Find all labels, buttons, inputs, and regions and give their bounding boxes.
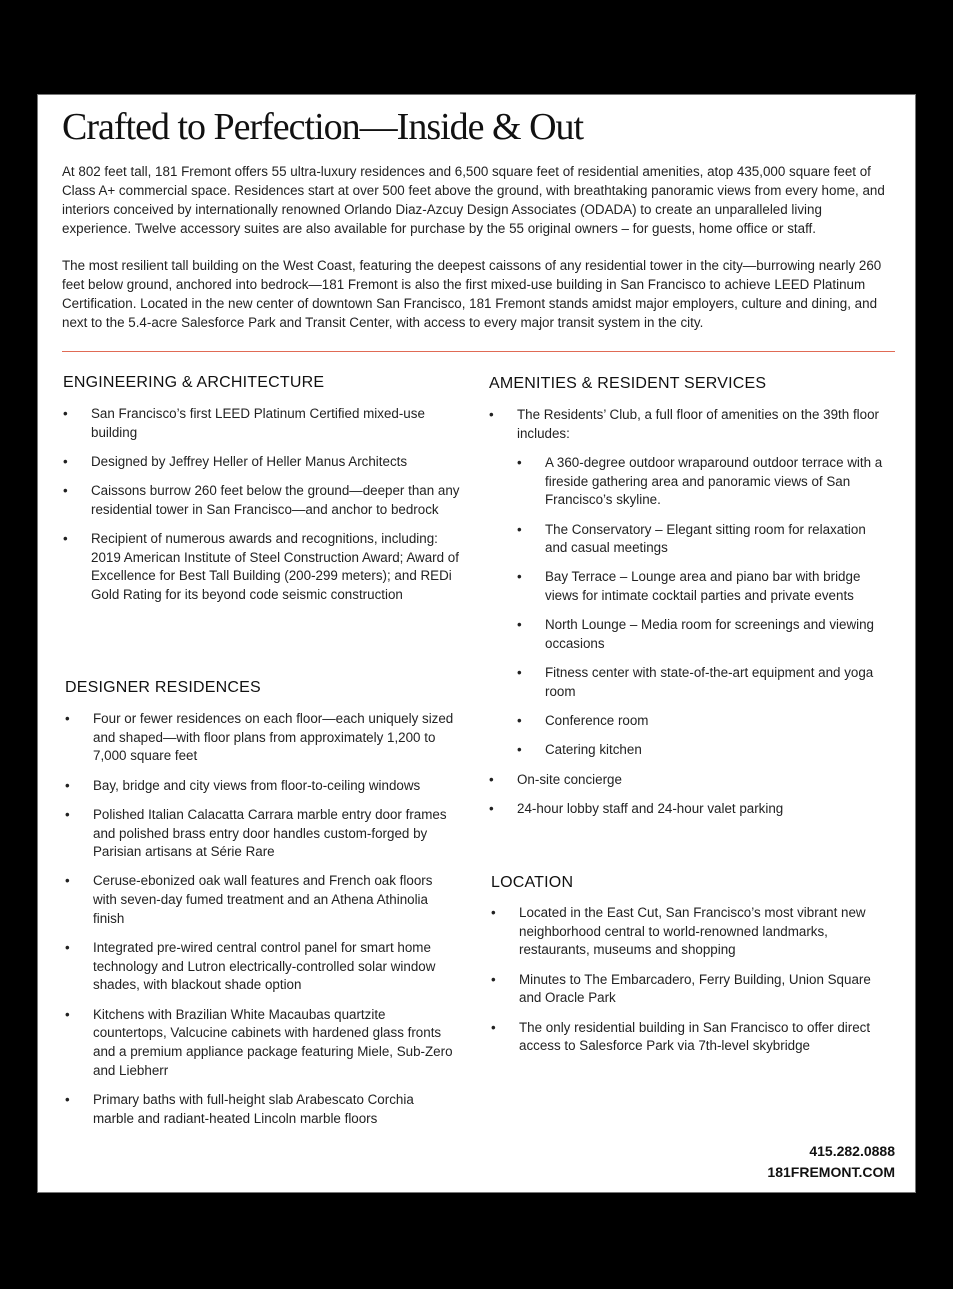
list-item-residents-club [489, 406, 889, 760]
engineering-heading: ENGINEERING & ARCHITECTURE [63, 374, 325, 391]
list-item: • San Francisco’s first LEED Platinum Certified mixed-use building [63, 405, 463, 442]
designer-list [65, 710, 457, 1128]
sublist-item: • Conference room [517, 712, 889, 731]
list-item: • Located in the East Cut, San Francisco’s most vibrant new neighborhood central to world-renowned landmarks, restaurants, museums and shopping [491, 904, 886, 960]
sublist-item: • Fitness center with state-of-the-art equipment and yoga room [517, 664, 889, 701]
amenities-list [489, 406, 889, 818]
list-item: • Integrated pre-wired central control panel for smart home technology and Lutron electrically-controlled solar window shades, with blackout shade option [65, 939, 457, 995]
location-list [491, 904, 886, 1056]
sublist-item: • Bay Terrace – Lounge area and piano bar with bridge views for intimate cocktail parties and private events [517, 568, 889, 605]
list-item: • Designed by Jeffrey Heller of Heller Manus Architects [63, 453, 463, 472]
sublist-item: • A 360-degree outdoor wraparound outdoor terrace with a fireside gathering area and panoramic views of San Francisco’s skyline. [517, 454, 889, 510]
sublist-item: • North Lounge – Media room for screenings and viewing occasions [517, 616, 889, 653]
residents-club-sublist [517, 454, 889, 760]
list-item: • Minutes to The Embarcadero, Ferry Building, Union Square and Oracle Park [491, 971, 886, 1008]
list-item: • Ceruse-ebonized oak wall features and French oak floors with seven-day fumed treatment and an Athena Athinolia finish [65, 872, 457, 928]
residents-club-text: The Residents’ Club, a full floor of amenities on the 39th floor includes: [517, 407, 879, 441]
list-item: • Four or fewer residences on each floor—each uniquely sized and shaped—with floor plans from approximately 1,200 to 7,000 square feet [65, 710, 457, 766]
list-item: • Recipient of numerous awards and recognitions, including: 2019 American Institute of Steel Construction Award; Award of Excellence for Best Tall Building (200-299 meters); and REDi Gold Rating for its beyond code seismic construction [63, 530, 463, 605]
intro-paragraph-2: The most resilient tall building on the West Coast, featuring the deepest caissons of any residential tower in the city—burrowing nearly 260 feet below ground, anchored into bedrock—181 Fremont is also the first mixed-use building in San Francisco to achieve LEED Platinum Certification. Located in the new center of downtown San Francisco, 181 Fremont stands amidst major employers, culture and dining, and next to the 5.4-acre Salesforce Park and Transit Center, with access to every major transit system in the city. [62, 258, 882, 330]
phone-number: 415.282.0888 [809, 1143, 895, 1159]
page-title: Crafted to Perfection—Inside & Out [62, 106, 584, 148]
website-link[interactable]: 181FREMONT.COM [767, 1164, 895, 1180]
engineering-list [63, 405, 463, 605]
sublist-item: • Catering kitchen [517, 741, 889, 760]
location-heading: LOCATION [491, 874, 574, 891]
list-item: • On-site concierge [489, 771, 889, 790]
list-item: • Polished Italian Calacatta Carrara marble entry door frames and polished brass entry door handles custom-forged by Parisian artisans at Série Rare [65, 806, 457, 862]
intro-paragraph-1: At 802 feet tall, 181 Fremont offers 55 ultra-luxury residences and 6,500 square feet of residential amenities, atop 435,000 square feet of Class A+ commercial space. Residences start at over 500 feet above the ground, with breathtaking panoramic views from every home, and interiors conceived by internationally renowned Orlando Diaz-Azcuy Design Associates (ODADA) to create an unparalleled living experience. Twelve accessory suites are also available for purchase by the 55 original owners – for guests, home office or staff. [62, 164, 885, 236]
list-item: • Bay, bridge and city views from floor-to-ceiling windows [65, 777, 457, 796]
brochure-page [37, 94, 916, 1193]
section-divider [62, 351, 895, 352]
designer-heading: DESIGNER RESIDENCES [65, 679, 261, 696]
sublist-item: • The Conservatory – Elegant sitting room for relaxation and casual meetings [517, 521, 889, 558]
list-item: • Primary baths with full-height slab Arabescato Corchia marble and radiant-heated Lincoln marble floors [65, 1091, 457, 1128]
list-item: • 24-hour lobby staff and 24-hour valet parking [489, 800, 889, 819]
list-item: • Caissons burrow 260 feet below the ground—deeper than any residential tower in San Francisco—and anchor to bedrock [63, 482, 463, 519]
contact-block [767, 1141, 895, 1183]
amenities-heading: AMENITIES & RESIDENT SERVICES [489, 375, 767, 392]
list-item: • Kitchens with Brazilian White Macaubas quartzite countertops, Valcucine cabinets with hardened glass fronts and a premium appliance package featuring Miele, Sub-Zero and Liebherr [65, 1006, 457, 1081]
list-item: • The only residential building in San Francisco to offer direct access to Salesforce Park via 7th-level skybridge [491, 1019, 886, 1056]
